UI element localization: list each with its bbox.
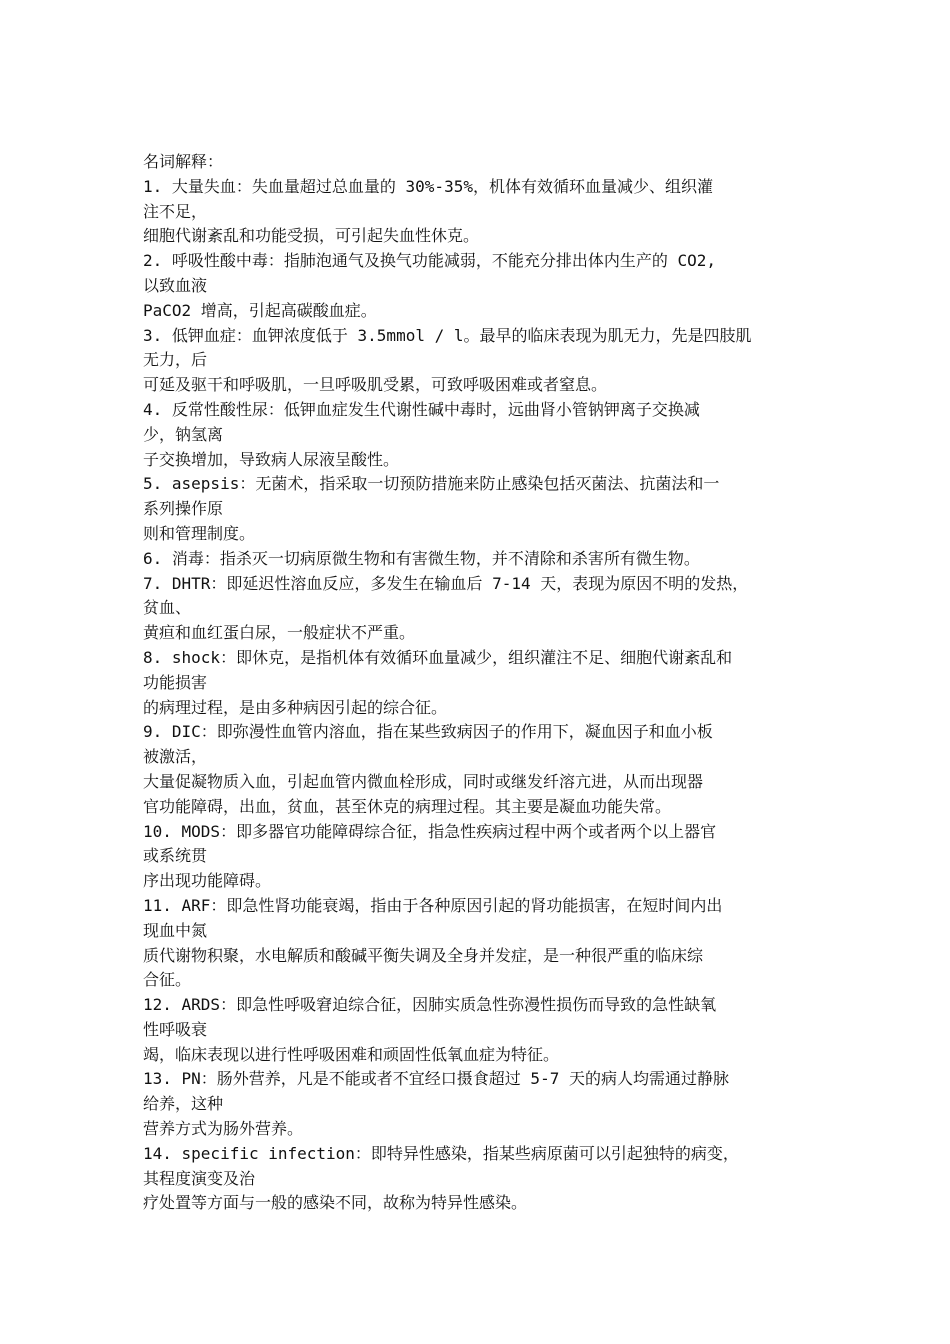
text-line: 给养，这种 [143, 1094, 224, 1114]
text-line: 细胞代谢紊乱和功能受损，可引起失血性休克。 [143, 226, 480, 246]
text-line: 贫血、 [143, 598, 192, 618]
text-line: 大量促凝物质入血，引起血管内微血栓形成，同时或继发纤溶亢进，从而出现器 [143, 771, 704, 791]
text-line: 6. 消毒：指杀灭一切病原微生物和有害微生物，并不清除和杀害所有微生物。 [143, 548, 700, 568]
text-line: 官功能障碍，出血，贫血，甚至休克的病理过程。其主要是凝血功能失常。 [143, 796, 672, 816]
text-line: 以致血液 [143, 275, 208, 295]
text-line: 竭，临床表现以进行性呼吸困难和顽固性低氧血症为特征。 [143, 1044, 560, 1064]
text-line: 14. specific infection：即特异性感染，指某些病原菌可以引起独特的病变， [143, 1143, 739, 1163]
text-line: 5. asepsis：无菌术，指采取一切预防措施来防止感染包括灭菌法、抗菌法和一 [143, 474, 720, 494]
text-line: 13. PN：肠外营养，凡是不能或者不宜经口摄食超过 5-7 天的病人均需通过静脉 [143, 1069, 729, 1089]
text-line: 疗处置等方面与一般的感染不同，故称为特异性感染。 [143, 1193, 528, 1213]
text-line: 其程度演变及治 [143, 1168, 256, 1188]
text-line: 无力，后 [143, 350, 208, 370]
text-line: 功能损害 [143, 672, 208, 692]
text-line: 子交换增加，导致病人尿液呈酸性。 [143, 449, 400, 469]
text-line: 现血中氮 [143, 920, 208, 940]
text-line: 注不足， [143, 201, 208, 221]
document-body [143, 150, 813, 1216]
text-line: 3. 低钾血症：血钾浓度低于 3.5mmol / l。最早的临床表现为肌无力，先是四肢肌 [143, 325, 752, 345]
text-line: 质代谢物积聚，水电解质和酸碱平衡失调及全身并发症，是一种很严重的临床综 [143, 945, 704, 965]
text-line: 10. MODS：即多器官功能障碍综合征，指急性疾病过程中两个或者两个以上器官 [143, 821, 717, 841]
section-heading: 名词解释： [143, 152, 224, 171]
text-line: 系列操作原 [143, 499, 224, 519]
text-line: 8. shock：即休克，是指机体有效循环血量减少，组织灌注不足、细胞代谢紊乱和 [143, 647, 733, 667]
text-line: 被激活， [143, 747, 208, 767]
text-line: 则和管理制度。 [143, 523, 256, 543]
text-line: 4. 反常性酸性尿：低钾血症发生代谢性碱中毒时，远曲肾小管钠钾离子交换减 [143, 399, 700, 419]
text-line: 的病理过程，是由多种病因引起的综合征。 [143, 697, 448, 717]
text-line: 2. 呼吸性酸中毒：指肺泡通气及换气功能减弱，不能充分排出体内生产的 CO2, [143, 251, 717, 271]
text-line: 黄疸和血红蛋白尿，一般症状不严重。 [143, 623, 416, 643]
text-line: 合征。 [143, 970, 192, 990]
text-line: 9. DIC：即弥漫性血管内溶血，指在某些致病因子的作用下，凝血因子和血小板 [143, 722, 713, 742]
text-line: 7. DHTR：即延迟性溶血反应，多发生在输血后 7-14 天，表现为原因不明的发热， [143, 573, 749, 593]
text-line: 11. ARF：即急性肾功能衰竭，指由于各种原因引起的肾功能损害，在短时间内出 [143, 895, 723, 915]
text-line: 可延及驱干和呼吸肌，一旦呼吸肌受累，可致呼吸困难或者窒息。 [143, 375, 608, 395]
text-line: 12. ARDS：即急性呼吸窘迫综合征，因肺实质急性弥漫性损伤而导致的急性缺氧 [143, 995, 717, 1015]
text-line: 1. 大量失血：失血量超过总血量的 30%-35%，机体有效循环血量减少、组织灌 [143, 176, 713, 196]
text-line: 营养方式为肠外营养。 [143, 1119, 304, 1139]
text-line: PaCO2 增高，引起高碳酸血症。 [143, 300, 377, 320]
text-line: 序出现功能障碍。 [143, 871, 272, 891]
text-line: 性呼吸衰 [143, 1019, 208, 1039]
text-line: 或系统贯 [143, 846, 208, 866]
text-line: 少，钠氢离 [143, 424, 224, 444]
